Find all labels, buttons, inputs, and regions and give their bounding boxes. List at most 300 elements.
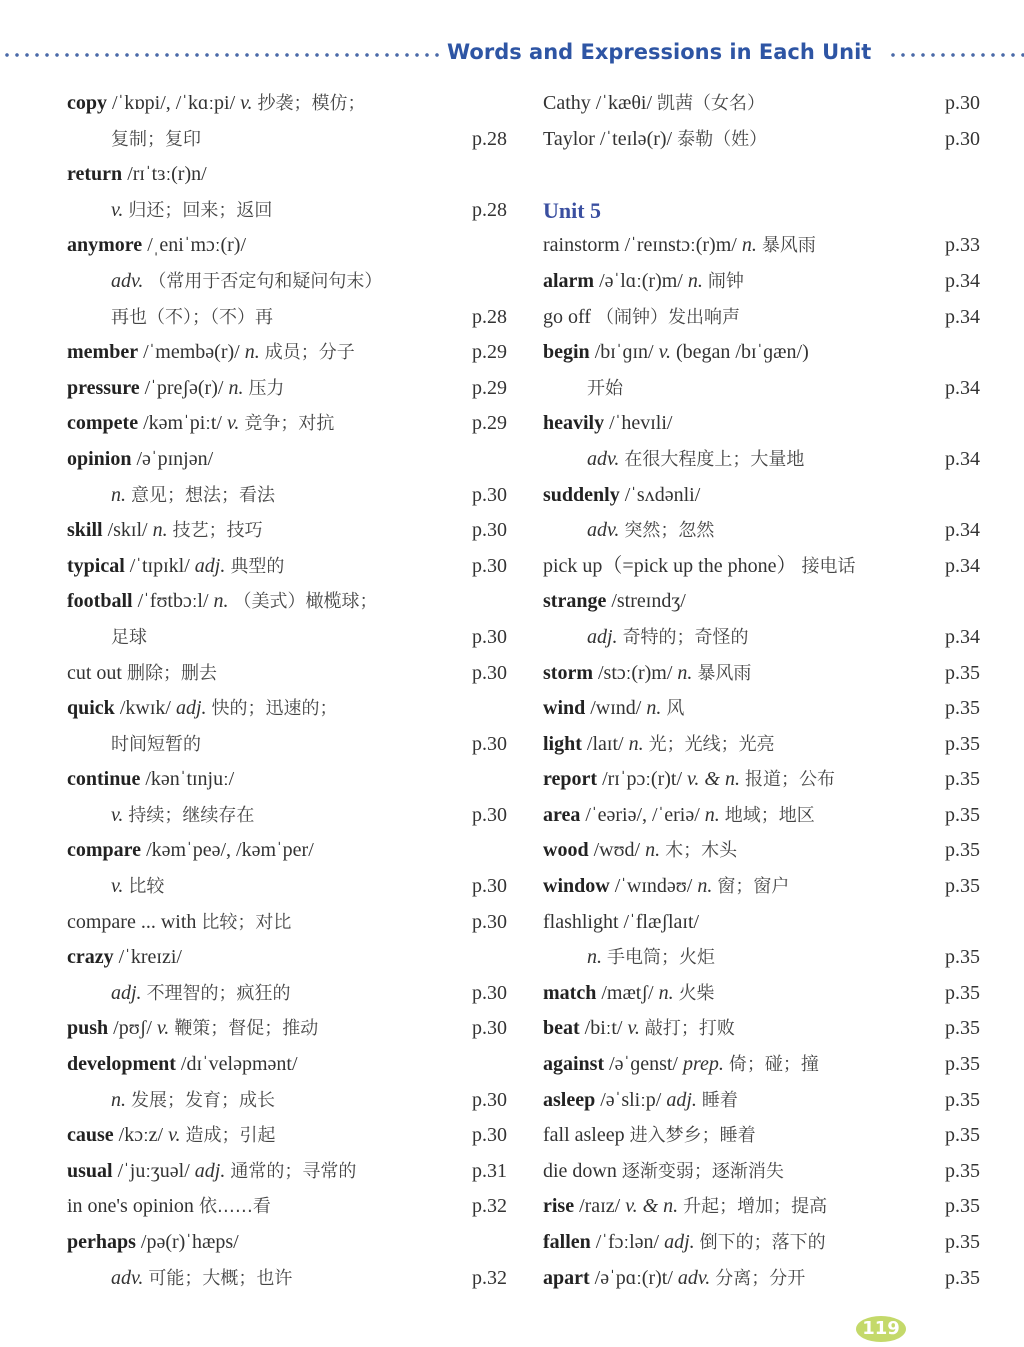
entry-line xyxy=(543,1261,980,1297)
headword: continue xyxy=(67,768,141,791)
chinese-definition: 倚；碰；撞 xyxy=(728,1054,819,1076)
page-ref: p.28 xyxy=(472,127,507,150)
page-ref: p.35 xyxy=(945,1053,980,1076)
chinese-definition: 成员；分子 xyxy=(264,342,355,364)
entry-line xyxy=(67,478,507,514)
entry-line xyxy=(67,584,507,620)
part-of-speech: adv. xyxy=(677,1266,711,1289)
entry-text xyxy=(543,234,816,256)
entry-text xyxy=(67,733,201,755)
page-ref: p.30 xyxy=(472,483,507,506)
entry-text xyxy=(67,555,284,577)
phonetic: /laɪt/ xyxy=(586,732,624,755)
entry-line xyxy=(543,549,980,585)
page-ref: p.35 xyxy=(945,803,980,826)
headword: crazy xyxy=(67,946,114,969)
phonetic: /ˈmembə(r)/ xyxy=(143,341,240,364)
entry-line xyxy=(67,442,507,478)
part-of-speech: adj. xyxy=(666,1088,697,1111)
phonetic: /ˈsʌdənli/ xyxy=(624,483,701,506)
chinese-definition: 意见；想法；看法 xyxy=(131,484,275,506)
entry-line xyxy=(543,656,980,692)
page-ref: p.35 xyxy=(945,1124,980,1147)
entry-text xyxy=(543,911,699,933)
part-of-speech: adv. xyxy=(111,1266,144,1289)
part-of-speech: n. xyxy=(697,875,713,898)
page-ref: p.30 xyxy=(472,875,507,898)
phonetic: /ˈkreɪzi/ xyxy=(118,946,182,969)
left-column xyxy=(67,86,507,1296)
header-dots-right xyxy=(888,53,1024,57)
entry-text xyxy=(67,1160,356,1182)
header-title: Words and Expressions in Each Unit xyxy=(447,40,872,64)
headword: wood xyxy=(543,839,589,862)
entry-line xyxy=(543,762,980,798)
headword: storm xyxy=(543,661,593,684)
page-ref: p.32 xyxy=(472,1195,507,1218)
part-of-speech: adv. xyxy=(111,269,144,292)
chinese-definition: 木；木头 xyxy=(665,840,738,862)
entry-text xyxy=(543,804,815,826)
entry-text xyxy=(67,519,263,541)
entry-text xyxy=(543,377,623,399)
entry-line xyxy=(543,86,980,122)
chinese-definition: 奇特的；奇怪的 xyxy=(622,626,749,648)
entry-line xyxy=(543,122,980,158)
entry-line xyxy=(543,940,980,976)
chinese-definition: 报道；公布 xyxy=(744,769,835,791)
part-of-speech: v. xyxy=(168,1124,181,1147)
entry-line xyxy=(543,905,980,941)
phonetic: /kwɪk/ xyxy=(119,697,171,720)
entry-text xyxy=(67,270,382,292)
entry-text xyxy=(543,1195,827,1217)
phonetic: /əˈsliːp/ xyxy=(600,1088,662,1111)
page-ref: p.28 xyxy=(472,198,507,221)
chinese-definition: 倒下的；落下的 xyxy=(699,1232,826,1253)
entry-text xyxy=(543,946,715,968)
page-ref: p.34 xyxy=(945,554,980,577)
entry-text xyxy=(67,875,164,897)
page-ref: p.29 xyxy=(472,341,507,364)
entry-line xyxy=(543,406,980,442)
headword: apart xyxy=(543,1266,590,1289)
spacer xyxy=(543,157,980,193)
chinese-definition: 复制；复印 xyxy=(111,128,201,150)
part-of-speech: adj. xyxy=(194,554,226,577)
entry-text xyxy=(67,982,291,1004)
part-of-speech: adj. xyxy=(175,697,207,720)
entry-text xyxy=(67,1017,318,1039)
part-of-speech: n. xyxy=(645,839,661,862)
page-number-badge: 119 xyxy=(856,1316,906,1342)
entry-line xyxy=(543,727,980,763)
entry-text xyxy=(543,484,700,506)
entry-line xyxy=(67,1225,507,1261)
chinese-definition: 压力 xyxy=(248,377,285,399)
entry-line xyxy=(67,1083,507,1119)
page-ref: p.35 xyxy=(945,981,980,1004)
headword: beat xyxy=(543,1017,580,1040)
chinese-definition: 分离；分开 xyxy=(715,1267,806,1289)
entry-text xyxy=(67,412,334,434)
phonetic: /skɪl/ xyxy=(107,519,148,542)
chinese-definition: 可能；大概；也许 xyxy=(148,1267,293,1289)
phrase: compare ... with xyxy=(67,910,197,933)
chinese-definition: （常用于否定句和疑问句末） xyxy=(148,270,383,292)
phonetic: /pʊʃ/ xyxy=(113,1017,152,1040)
entry-text xyxy=(543,982,715,1004)
part-of-speech: n. xyxy=(646,697,662,720)
phonetic: /əˈpɑː(r)t/ xyxy=(594,1266,673,1289)
phonetic: /rɪˈtɜː(r)n/ xyxy=(127,163,207,186)
chinese-definition: 竞争；对抗 xyxy=(244,413,335,435)
page-ref: p.29 xyxy=(472,412,507,435)
headword: strange xyxy=(543,590,607,613)
page-ref: p.34 xyxy=(945,376,980,399)
entry-line xyxy=(67,335,507,371)
chinese-definition: 快的；迅速的； xyxy=(211,698,338,720)
page-ref: p.35 xyxy=(945,1017,980,1040)
page-ref: p.35 xyxy=(945,1159,980,1182)
phrase: flashlight xyxy=(543,910,619,933)
chinese-definition: 在很大程度上；大量地 xyxy=(624,448,805,470)
entry-text xyxy=(67,1267,292,1289)
chinese-definition: 鞭策；督促；推动 xyxy=(174,1018,319,1040)
headword: development xyxy=(67,1053,176,1076)
entry-line xyxy=(67,1189,507,1225)
chinese-definition: 暴风雨 xyxy=(761,235,816,257)
phonetic: /kəmˈpiːt/ xyxy=(143,412,222,435)
headword: compare xyxy=(67,839,142,862)
entry-text xyxy=(67,662,217,684)
chinese-definition: 删除；删去 xyxy=(127,662,217,684)
entry-line xyxy=(67,122,507,158)
entry-line xyxy=(543,335,980,371)
part-of-speech: adj. xyxy=(664,1231,695,1253)
page-ref: p.35 xyxy=(945,1266,980,1289)
part-of-speech: n. xyxy=(677,661,693,684)
phrase: rainstorm xyxy=(543,234,620,257)
part-of-speech: n. xyxy=(658,981,674,1004)
page-ref: p.29 xyxy=(472,376,507,399)
entry-text xyxy=(543,662,751,684)
headword: alarm xyxy=(543,269,595,292)
chinese-definition: 升起；增加；提高 xyxy=(683,1196,828,1218)
entry-line xyxy=(67,86,507,122)
entry-line xyxy=(543,1118,980,1154)
part-of-speech: v. xyxy=(627,1017,640,1040)
part-of-speech: n. xyxy=(111,483,126,506)
headword: opinion xyxy=(67,447,132,470)
part-of-speech: n. xyxy=(628,732,644,755)
headword: typical xyxy=(67,554,125,577)
phonetic: /əˈlɑː(r)m/ xyxy=(599,269,683,292)
entry-text xyxy=(543,590,686,612)
entry-line xyxy=(67,620,507,656)
chinese-definition: 典型的 xyxy=(230,555,285,577)
headword: begin xyxy=(543,341,590,364)
entry-text xyxy=(67,377,284,399)
entry-line xyxy=(67,193,507,229)
headword: compete xyxy=(67,412,139,435)
phonetic: /ˈhevɪli/ xyxy=(609,412,673,435)
entry-text xyxy=(67,590,378,612)
headword: against xyxy=(543,1053,605,1076)
phonetic: /mætʃ/ xyxy=(601,981,654,1004)
entry-line xyxy=(543,798,980,834)
chinese-definition: 归还；回来；返回 xyxy=(128,199,273,221)
page-ref: p.30 xyxy=(472,910,507,933)
past-tense: (began /bɪˈɡæn/) xyxy=(675,341,809,364)
page-ref: p.30 xyxy=(945,92,980,114)
entry-text xyxy=(543,875,789,897)
unit-heading xyxy=(543,193,980,229)
chinese-definition: 火柴 xyxy=(678,982,715,1004)
page-ref: p.30 xyxy=(472,981,507,1004)
chinese-definition: 发展；发育；成长 xyxy=(131,1089,275,1111)
chinese-definition: 开始 xyxy=(587,377,623,399)
page-ref: p.35 xyxy=(945,661,980,684)
headword: football xyxy=(67,590,133,613)
entry-text xyxy=(67,341,355,363)
headword: member xyxy=(67,341,139,364)
entry-line xyxy=(67,727,507,763)
entry-line xyxy=(67,691,507,727)
page-ref: p.34 xyxy=(945,519,980,542)
entry-text xyxy=(543,839,737,861)
entry-line xyxy=(67,976,507,1012)
phonetic: /stɔː(r)m/ xyxy=(597,661,673,684)
entry-text xyxy=(543,1089,738,1111)
part-of-speech: n. xyxy=(152,519,168,542)
chinese-definition: 比较 xyxy=(128,876,165,898)
phrase: cut out xyxy=(67,661,122,684)
chinese-definition: 通常的；寻常的 xyxy=(230,1160,357,1182)
entry-line xyxy=(67,905,507,941)
chinese-definition: 睡着 xyxy=(701,1089,738,1111)
headword: fallen xyxy=(543,1231,591,1253)
entry-line xyxy=(543,300,980,336)
entry-text xyxy=(67,163,207,185)
entry-text xyxy=(67,199,272,221)
entry-line xyxy=(543,264,980,300)
entry-line xyxy=(543,1011,980,1047)
part-of-speech: v. xyxy=(111,198,124,221)
part-of-speech: prep. xyxy=(683,1053,724,1076)
headword: quick xyxy=(67,697,115,720)
page-ref: p.35 xyxy=(945,875,980,898)
phonetic: /ˌeniˈmɔː(r)/ xyxy=(147,234,247,257)
headword: light xyxy=(543,732,582,755)
entry-text xyxy=(67,768,234,790)
headword: skill xyxy=(67,519,103,542)
entry-text xyxy=(543,1160,784,1182)
entry-text xyxy=(67,1231,239,1253)
part-of-speech: v. xyxy=(658,341,671,364)
chinese-definition: 比较；对比 xyxy=(201,911,292,933)
phonetic: /ˈpreʃə(r)/ xyxy=(144,376,224,399)
phonetic: /ˈeəriə/, /ˈeriə/ xyxy=(585,803,700,826)
phonetic: /əˈɡenst/ xyxy=(609,1053,678,1076)
headword: anymore xyxy=(67,234,143,257)
entry-text xyxy=(543,306,740,328)
entry-line xyxy=(67,228,507,264)
entry-text xyxy=(67,1195,271,1217)
phrase: in one's opinion xyxy=(67,1195,194,1218)
page-ref: p.30 xyxy=(472,1124,507,1147)
headword: pressure xyxy=(67,376,140,399)
entry-text xyxy=(543,519,714,541)
chinese-definition: 手电筒；火炬 xyxy=(607,947,715,969)
part-of-speech: n. xyxy=(228,376,244,399)
entry-text xyxy=(67,306,273,328)
page-ref: p.30 xyxy=(472,625,507,648)
page-ref: p.35 xyxy=(945,839,980,862)
chinese-definition: 敲打；打败 xyxy=(644,1018,735,1040)
chinese-definition: 足球 xyxy=(111,626,147,648)
right-column xyxy=(543,86,980,1296)
page-ref: p.35 xyxy=(945,1195,980,1218)
page-ref: p.35 xyxy=(945,768,980,791)
part-of-speech: adv. xyxy=(587,447,620,470)
entry-line xyxy=(543,228,980,264)
headword: push xyxy=(67,1017,109,1040)
page-ref: p.33 xyxy=(945,234,980,257)
entry-text xyxy=(543,412,672,434)
entry-line xyxy=(67,371,507,407)
part-of-speech: v. xyxy=(111,803,124,826)
phonetic: /wʊd/ xyxy=(593,839,641,862)
chinese-definition: 地域；地区 xyxy=(724,804,815,826)
page-ref: p.35 xyxy=(945,1088,980,1111)
entry-text xyxy=(67,626,147,648)
part-of-speech: n. xyxy=(687,269,703,292)
part-of-speech: v. & n. xyxy=(687,768,740,791)
part-of-speech: n. xyxy=(213,590,229,613)
headword: perhaps xyxy=(67,1231,136,1253)
chinese-definition: 时间短暂的 xyxy=(111,733,201,755)
page-ref: p.35 xyxy=(945,697,980,720)
headword: rise xyxy=(543,1195,575,1218)
entry-line xyxy=(67,656,507,692)
unit-title: Unit 5 xyxy=(543,197,602,223)
entry-line xyxy=(543,1083,980,1119)
chinese-definition: 依……看 xyxy=(198,1196,271,1218)
entry-text xyxy=(543,733,775,755)
part-of-speech: v. xyxy=(240,92,253,114)
phonetic: /kəmˈpeə/, /kəmˈper/ xyxy=(146,839,314,862)
phonetic: /ˈkɒpi/, /ˈkɑːpi/ xyxy=(112,92,236,114)
chinese-definition: 闹钟 xyxy=(707,270,744,292)
headword: match xyxy=(543,981,597,1004)
page-ref: p.35 xyxy=(945,732,980,755)
entry-line xyxy=(543,584,980,620)
page-header xyxy=(0,40,1024,70)
chinese-definition: 光；光线；光亮 xyxy=(648,733,775,755)
entry-text xyxy=(543,1053,819,1075)
entry-text xyxy=(67,697,338,719)
entry-line xyxy=(543,442,980,478)
entry-line xyxy=(67,1047,507,1083)
phonetic: /ˈwɪndəʊ/ xyxy=(614,875,693,898)
phonetic: /pə(r)ˈhæps/ xyxy=(140,1231,239,1253)
page-ref: p.35 xyxy=(945,946,980,969)
entry-text xyxy=(543,555,855,577)
entry-line xyxy=(543,371,980,407)
part-of-speech: n. xyxy=(704,803,720,826)
page-ref: p.31 xyxy=(472,1159,507,1182)
entry-text xyxy=(67,1124,276,1146)
phrase: fall asleep xyxy=(543,1124,625,1147)
page-ref: p.34 xyxy=(945,447,980,470)
entry-text xyxy=(543,128,767,150)
page-ref: p.30 xyxy=(472,519,507,542)
headword: area xyxy=(543,803,581,826)
entry-line xyxy=(67,1118,507,1154)
chinese-definition: 凯茜（女名） xyxy=(657,93,766,114)
entry-text xyxy=(543,697,684,719)
page-ref: p.30 xyxy=(945,127,980,150)
phrase: go off xyxy=(543,305,591,328)
entry-text xyxy=(543,1231,826,1253)
entry-line xyxy=(67,1154,507,1190)
headword: usual xyxy=(67,1159,113,1182)
page-ref: p.35 xyxy=(945,1231,980,1253)
phonetic: /ˈflæʃlaɪt/ xyxy=(623,910,700,933)
chinese-definition: 造成；引起 xyxy=(185,1125,276,1147)
entry-text xyxy=(543,1017,735,1039)
part-of-speech: v. xyxy=(111,875,124,898)
page-ref: p.30 xyxy=(472,661,507,684)
phonetic: /biːt/ xyxy=(584,1017,623,1040)
entry-line xyxy=(543,513,980,549)
part-of-speech: n. xyxy=(741,234,757,257)
phonetic: /raɪz/ xyxy=(579,1195,621,1218)
page-ref: p.34 xyxy=(945,269,980,292)
phonetic: /ˈfɔːlən/ xyxy=(595,1231,660,1253)
entry-line xyxy=(543,620,980,656)
chinese-definition: 风 xyxy=(666,698,685,720)
entry-line xyxy=(543,869,980,905)
part-of-speech: adv. xyxy=(587,519,620,542)
entry-text xyxy=(67,804,254,826)
part-of-speech: n. xyxy=(244,341,260,364)
part-of-speech: adj. xyxy=(587,625,618,648)
headword: suddenly xyxy=(543,483,620,506)
chinese-definition: 接电话 xyxy=(801,555,856,577)
headword: cause xyxy=(67,1124,114,1147)
phonetic: /bɪˈɡɪn/ xyxy=(594,341,654,364)
page-ref: p.34 xyxy=(945,625,980,648)
part-of-speech: n. xyxy=(111,1088,126,1111)
headword: return xyxy=(67,163,123,186)
entry-line xyxy=(543,1047,980,1083)
headword: asleep xyxy=(543,1088,596,1111)
entry-line xyxy=(67,798,507,834)
page-ref: p.32 xyxy=(472,1266,507,1289)
chinese-definition: （美式）橄榄球； xyxy=(233,591,378,613)
entry-line xyxy=(67,1261,507,1297)
page-ref: p.30 xyxy=(472,803,507,826)
part-of-speech: adj. xyxy=(194,1159,226,1182)
part-of-speech: v. & n. xyxy=(625,1195,679,1218)
phonetic: /ˈkæθi/ xyxy=(595,92,653,114)
phonetic: /wɪnd/ xyxy=(590,697,642,720)
headword: heavily xyxy=(543,412,605,435)
entry-line xyxy=(67,300,507,336)
entry-line xyxy=(543,1154,980,1190)
